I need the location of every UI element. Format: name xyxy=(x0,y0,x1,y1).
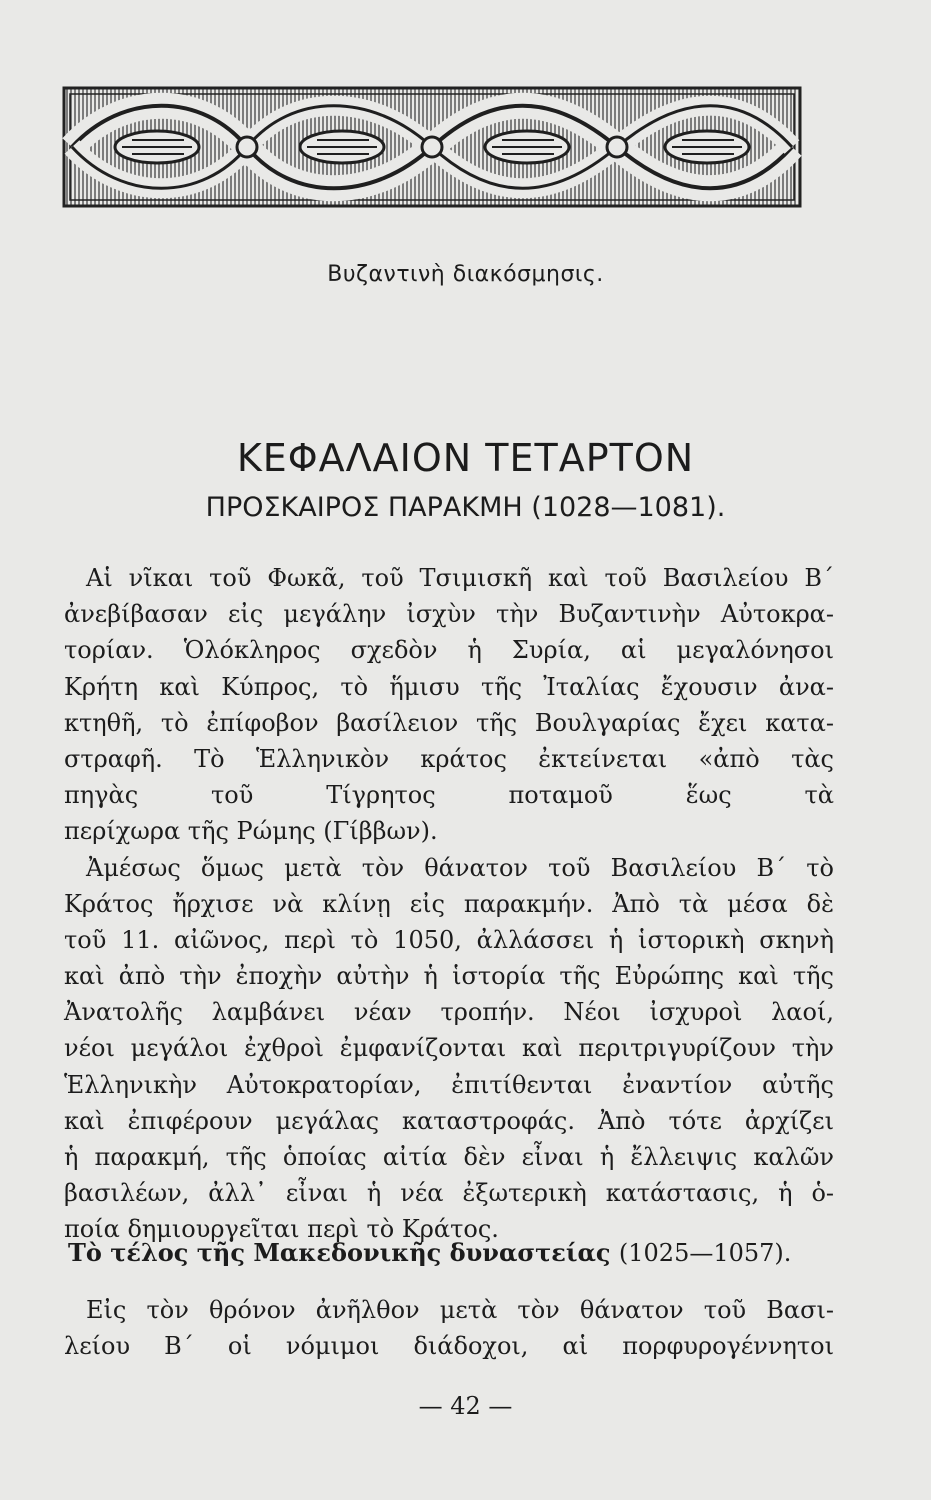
text-line: καὶ ἐπιφέρουν μεγάλας καταστροφάς. Ἀπὸ τότε ἀρχίζει xyxy=(64,1106,834,1135)
text-line: ἡ παρακμή, τῆς ὁποίας αἰτία δὲν εἶναι ἡ ἔλλειψις καλῶν xyxy=(64,1143,834,1171)
text-line: Ἀμέσως ὅμως μετὰ τὸν θάνατον τοῦ Βασιλείου Β΄ τὸ xyxy=(86,853,834,882)
text-line: λείου Β΄ οἱ νόμιμοι διάδοχοι, αἱ πορφυρογέννητοι xyxy=(64,1332,834,1361)
text-line: τοῦ 11. αἰῶνος, περὶ τὸ 1050, ἀλλάσσει ἡ ἱστορικὴ σκηνὴ xyxy=(64,925,834,954)
text-line: Ἑλληνικὴν Αὐτοκρατορίαν, ἐπιτίθενται ἐναντίον αὐτῆς xyxy=(64,1070,834,1099)
section-paragraph xyxy=(64,1292,834,1364)
body-paragraph xyxy=(64,560,834,1248)
ornament-caption: Βυζαντινὴ διακόσμησις. xyxy=(327,262,604,287)
text-line: περίχωρα τῆς Ρώμης (Γίββων). xyxy=(64,817,438,846)
text-line: καὶ ἀπὸ τὴν ἐποχὴν αὐτὴν ἡ ἱστορία τῆς Εὐρώπης καὶ τῆς xyxy=(64,962,834,991)
section-heading-dates: (1025—1057). xyxy=(618,1239,792,1267)
text-line: Ἀνατολῆς λαμβάνει νέαν τροπήν. Νέοι ἰσχυροὶ λαοί, xyxy=(64,998,834,1027)
section-heading-title: Τὸ τέλος τῆς Μακεδονικῆς δυναστείας xyxy=(68,1238,611,1267)
chapter-title: ΚΕΦΑΛΑΙΟΝ ΤΕΤΑΡΤΟΝ xyxy=(236,436,695,480)
byzantine-ornament-image xyxy=(62,82,804,212)
text-line: Κράτος ἤρχισε νὰ κλίνῃ εἰς παρακμήν. Ἀπὸ τὰ μέσα δὲ xyxy=(64,889,834,918)
text-line: στραφῆ. Τὸ Ἑλληνικὸν κράτος ἐκτείνεται «ἀπὸ τὰς xyxy=(64,744,834,773)
text-line: βασιλέων, ἀλλ᾽ εἶναι ἡ νέα ἐξωτερικὴ κατάστασις, ἡ ὁ- xyxy=(64,1179,834,1208)
text-line: Κρήτη καὶ Κύπρος, τὸ ἥμισυ τῆς Ἰταλίας ἔχουσιν ἀνα- xyxy=(64,672,834,701)
text-line: Εἰς τὸν θρόνον ἀνῆλθον μετὰ τὸν θάνατον τοῦ Βασι- xyxy=(86,1296,834,1324)
text-line: Αἱ νῖκαι τοῦ Φωκᾶ, τοῦ Τσιμισκῆ καὶ τοῦ Βασιλείου Β΄ xyxy=(86,564,834,592)
text-line: τορίαν. Ὁλόκληρος σχεδὸν ἡ Συρία, αἱ μεγαλόνησοι xyxy=(64,636,834,665)
chapter-subtitle: ΠΡΟΣΚΑΙΡΟΣ ΠΑΡΑΚΜΗ (1028—1081). xyxy=(205,492,726,523)
text-line: ποία δημιουργεῖται περὶ τὸ Κράτος. xyxy=(64,1215,499,1244)
page-number: — 42 — xyxy=(418,1392,513,1420)
text-line: ἀνεβίβασαν εἰς μεγάλην ἰσχὺν τὴν Βυζαντινὴν Αὐτοκρα- xyxy=(64,600,834,629)
text-line: πηγὰς τοῦ Τίγρητος ποταμοῦ ἕως τὰ xyxy=(64,781,834,810)
text-line: κτηθῆ, τὸ ἐπίφοβον βασίλειον τῆς Βουλγαρίας ἔχει κατα- xyxy=(64,708,834,737)
section-heading xyxy=(68,1238,834,1267)
text-line: νέοι μεγάλοι ἐχθροὶ ἐμφανίζονται καὶ περιτριγυρίζουν τὴν xyxy=(64,1034,834,1063)
